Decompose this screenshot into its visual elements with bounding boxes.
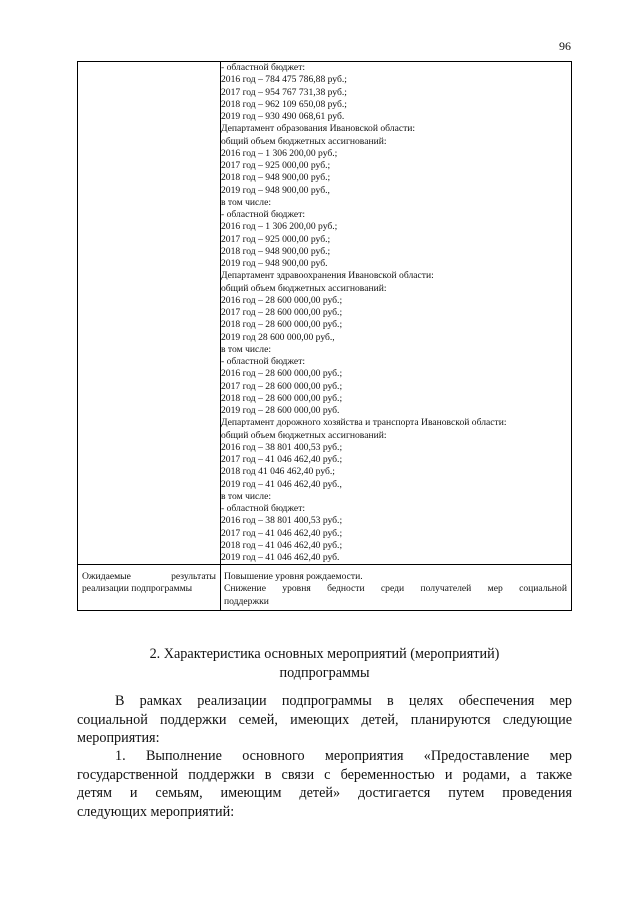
results-label-word2: результаты bbox=[171, 571, 216, 583]
funding-line: Департамент дорожного хозяйства и транспорта Ивановской области: bbox=[221, 417, 507, 429]
results-label-line2: реализации подпрограммы bbox=[82, 583, 193, 595]
funding-line: 2016 год – 38 801 400,53 руб.; bbox=[221, 441, 343, 453]
funding-line: в том числе: bbox=[221, 490, 272, 502]
funding-lines bbox=[221, 62, 571, 564]
section-heading-line1: 2. Характеристика основных мероприятий (мероприятий) bbox=[149, 646, 500, 662]
paragraph-measure-1-line1: 1. Выполнение основного мероприятия «Предоставление мер bbox=[115, 748, 572, 764]
funding-line: 2019 год – 41 046 462,40 руб., bbox=[221, 478, 342, 490]
funding-line: 2016 год – 784 475 786,88 руб.; bbox=[221, 74, 347, 86]
funding-label-cell bbox=[78, 62, 221, 565]
section-heading bbox=[77, 645, 572, 682]
paragraph-measure-1 bbox=[77, 747, 572, 821]
results-content-line3: поддержки bbox=[224, 595, 269, 607]
funding-line: 2016 год – 38 801 400,53 руб.; bbox=[221, 515, 343, 527]
funding-line: 2018 год 41 046 462,40 руб.; bbox=[221, 466, 335, 478]
funding-line: 2017 год – 41 046 462,40 руб.; bbox=[221, 527, 343, 539]
results-content-line2: Снижение уровня бедности среди получателей мер социальной bbox=[224, 583, 567, 595]
funding-line: 2017 год – 954 767 731,38 руб.; bbox=[221, 86, 347, 98]
funding-line: 2018 год – 948 900,00 руб.; bbox=[221, 172, 331, 184]
page-number: 96 bbox=[559, 39, 571, 53]
funding-line: 2019 год – 930 490 068,61 руб. bbox=[221, 111, 345, 122]
funding-line: 2017 год – 925 000,00 руб.; bbox=[221, 160, 331, 171]
paragraph-intro-line1: В рамках реализации подпрограммы в целях обеспечения мер bbox=[115, 693, 572, 709]
funding-line: 2018 год – 962 109 650,08 руб.; bbox=[221, 98, 347, 110]
funding-line: Департамент образования Ивановской области: bbox=[221, 123, 416, 135]
section-heading-line2: подпрограммы bbox=[279, 664, 370, 681]
paragraph-measure-1-line2: государственной поддержки в связи с беременностью и родами, а также bbox=[77, 766, 572, 783]
results-label-cell bbox=[78, 565, 221, 611]
funding-line: - областной бюджет: bbox=[221, 209, 306, 220]
paragraph-intro-line2: социальной поддержки семей, имеющих детей, планируются следующие bbox=[77, 711, 572, 728]
funding-line: Департамент здравоохранения Ивановской области: bbox=[221, 270, 434, 282]
funding-line: - областной бюджет: bbox=[221, 503, 306, 514]
results-row bbox=[78, 565, 572, 611]
funding-line: 2018 год – 41 046 462,40 руб.; bbox=[221, 539, 343, 551]
funding-line: 2016 год – 28 600 000,00 руб.; bbox=[221, 368, 343, 380]
funding-line: 2018 год – 948 900,00 руб.; bbox=[221, 245, 331, 257]
funding-line: в том числе: bbox=[221, 343, 272, 355]
funding-line: 2019 год – 948 900,00 руб., bbox=[221, 184, 330, 196]
results-label-word1: Ожидаемые bbox=[82, 571, 131, 583]
funding-line: общий объем бюджетных ассигнований: bbox=[221, 429, 387, 441]
paragraph-intro bbox=[77, 692, 572, 748]
funding-line: 2017 год – 41 046 462,40 руб.; bbox=[221, 454, 343, 465]
funding-line: 2017 год – 28 600 000,00 руб.; bbox=[221, 380, 343, 392]
funding-line: 2019 год 28 600 000,00 руб., bbox=[221, 331, 335, 343]
funding-line: общий объем бюджетных ассигнований: bbox=[221, 135, 387, 147]
funding-line: - областной бюджет: bbox=[221, 356, 306, 367]
funding-content-cell bbox=[221, 62, 572, 565]
funding-line: - областной бюджет: bbox=[221, 62, 306, 73]
funding-line: 2016 год – 1 306 200,00 руб.; bbox=[221, 147, 338, 159]
paragraph-intro-line3: мероприятия: bbox=[77, 730, 160, 746]
funding-row bbox=[78, 62, 572, 565]
funding-line: общий объем бюджетных ассигнований: bbox=[221, 282, 387, 294]
funding-line: 2016 год – 1 306 200,00 руб.; bbox=[221, 221, 338, 233]
results-content-line1: Повышение уровня рождаемости. bbox=[224, 571, 363, 583]
funding-line: 2018 год – 28 600 000,00 руб.; bbox=[221, 392, 343, 404]
funding-line: 2017 год – 28 600 000,00 руб.; bbox=[221, 307, 343, 318]
paragraph-measure-1-line3: детям и семьям, имеющим детей» достигается путем проведения bbox=[77, 785, 572, 801]
funding-line: 2019 год – 28 600 000,00 руб. bbox=[221, 405, 340, 416]
program-passport-table bbox=[77, 61, 572, 611]
paragraph-measure-1-line4: следующих мероприятий: bbox=[77, 803, 235, 820]
funding-line: 2018 год – 28 600 000,00 руб.; bbox=[221, 319, 343, 331]
funding-line: 2019 год – 41 046 462,40 руб. bbox=[221, 552, 340, 563]
funding-line: 2016 год – 28 600 000,00 руб.; bbox=[221, 294, 343, 306]
funding-line: 2019 год – 948 900,00 руб. bbox=[221, 258, 328, 269]
results-content-cell bbox=[221, 565, 572, 611]
funding-line: в том числе: bbox=[221, 196, 272, 208]
funding-line: 2017 год – 925 000,00 руб.; bbox=[221, 233, 331, 245]
